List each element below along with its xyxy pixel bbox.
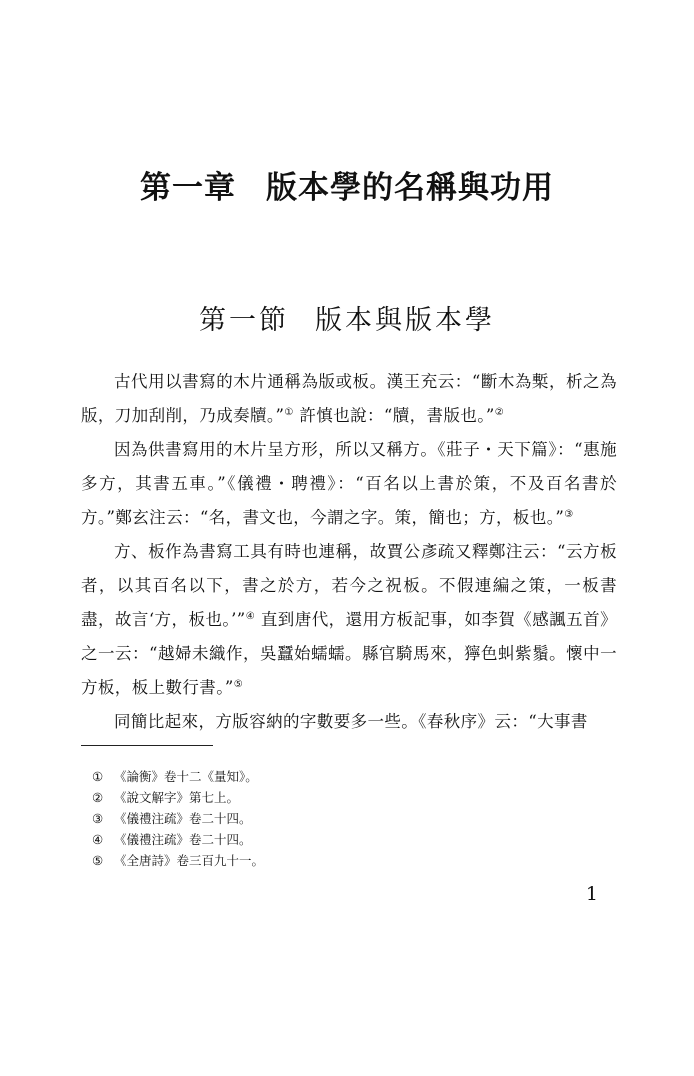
body-text <box>81 365 617 739</box>
footnote-divider <box>81 745 213 746</box>
paragraph-text: 方、板作為書寫工具有時也連稱，故賈公彥疏又釋鄭注云：“云方板者，以其百名以下，書之於方，若今之祝板。不假連編之策，一板書盡，故言‘方，板也。’” <box>81 542 617 629</box>
footnote-item <box>92 808 264 829</box>
paragraph-text: 許慎也說：“牘，書版也。” <box>293 406 495 425</box>
footnote-mark: ③ <box>92 811 104 826</box>
paragraph-text: 同簡比起來，方版容納的字數要多一些。《春秋序》云：“大事書 <box>114 712 588 731</box>
footnote-ref: ② <box>494 407 505 418</box>
footnote-mark: ② <box>92 790 104 805</box>
footnote-item <box>92 766 264 787</box>
footnote-mark: ⑤ <box>92 853 104 868</box>
paragraph <box>81 433 617 535</box>
chapter-name: 版本學的名稱與功用 <box>266 170 554 206</box>
footnote-text: 《儀禮注疏》卷二十四。 <box>114 832 252 847</box>
section-title <box>0 303 694 339</box>
chapter-title <box>0 168 694 208</box>
footnote-ref: ① <box>284 407 294 418</box>
paragraph <box>81 705 617 739</box>
footnote-ref: ④ <box>245 611 256 622</box>
chapter-number: 第一章 <box>140 170 236 206</box>
section-name: 版本與版本學 <box>315 305 495 336</box>
footnote-list <box>92 766 264 871</box>
footnote-mark: ④ <box>92 832 104 847</box>
footnote-text: 《儀禮注疏》卷二十四。 <box>114 811 252 826</box>
footnote-item <box>92 829 264 850</box>
paragraph-text: 直到唐代，還用方板記事，如李賀《感諷五首》之一云：“越婦未織作，吳蠶始蠕蠕。縣官騎馬來，獰色虯紫鬚。懷中一方板，板上數行書。” <box>81 610 618 697</box>
footnote-text: 《論衡》卷十二《量知》。 <box>114 769 258 784</box>
footnote-mark: ① <box>92 769 104 784</box>
footnote-text: 《全唐詩》卷三百九十一。 <box>114 853 265 868</box>
footnote-item <box>92 850 264 871</box>
paragraph <box>81 535 617 705</box>
footnote-text: 《說文解字》第七上。 <box>114 790 240 805</box>
paragraph-text: 因為供書寫用的木片呈方形，所以又稱方。《莊子・天下篇》：“惠施多方，其書五車。”《儀禮・聘禮》：“百名以上書於策，不及百名書於方。”鄭玄注云：“名，書文也，今謂之字。策，簡也；方，板也。” <box>81 440 617 527</box>
paragraph <box>81 365 617 433</box>
paragraph-text: 古代用以書寫的木片通稱為版或板。漢王充云：“斷木為槧，析之為版，刀加刮削，乃成奏牘。” <box>81 372 617 425</box>
footnote-item <box>92 787 264 808</box>
section-number: 第一節 <box>199 305 289 336</box>
page-number: 1 <box>585 883 598 905</box>
footnote-ref: ③ <box>564 509 574 520</box>
footnote-ref: ⑤ <box>233 679 244 690</box>
